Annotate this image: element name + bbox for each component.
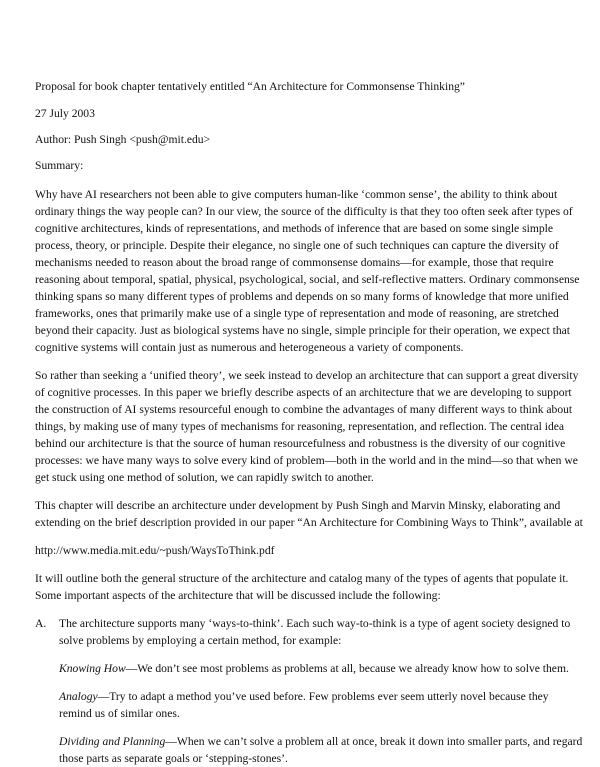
- chapter-description-paragraph: This chapter will describe an architecture under development by Push Singh and Marvin Minsky, elaborating and extending on the brief description provided in our paper “An Architecture for Combining Ways to Think”, available at: [35, 499, 583, 529]
- document-date: 27 July 2003: [35, 107, 95, 120]
- sub-item-analogy: [59, 688, 583, 722]
- sub-item-term: Knowing How: [59, 662, 126, 675]
- sub-item-text: —When we can’t solve a problem all at once, break it down into smaller parts, and regard those parts as separate goals or ‘stepping-stones’.: [59, 735, 583, 765]
- list-marker: A.: [35, 617, 47, 630]
- paper-url: http://www.media.mit.edu/~push/WaysToThink.pdf: [35, 544, 275, 557]
- sub-item-text: —Try to adapt a method you’ve used before. Few problems ever seem utterly novel because they remind us of similar ones.: [59, 690, 549, 720]
- sub-item-dividing-and-planning: [59, 733, 583, 767]
- sub-item-knowing-how: [59, 660, 583, 677]
- list-item-a: [35, 615, 583, 767]
- summary-heading: Summary:: [35, 159, 84, 172]
- summary-paragraph-1: Why have AI researchers not been able to give computers human-like ‘common sense’, the ability to think about ordinary things the way people can? In our view, the source of the difficulty is that they too often seek after types of cognitive architectures, kinds of representations, and methods of inference that are based on some single simple process, theory, or principle. Despite their elegance, no single one of such techniques can capture the diversity of mechanisms needed to reason about the broad range of commonsense domains—for example, those that require reasoning about temporal, spatial, physical, psychological, social, and self-reflective matters. Ordinary commonsense thinking spans so many different types of problems and depends on so many forms of knowledge that more unified frameworks, ones that primarily make use of a single type of representation and mode of reasoning, are stretched beyond their capacity. Just as biological systems have no single, simple principle for their operation, we expect that cognitive systems will contain just as numerous and heterogeneous a variety of components.: [35, 188, 580, 354]
- proposal-title-line: Proposal for book chapter tentatively entitled “An Architecture for Commonsense Thinking”: [35, 80, 465, 93]
- sub-item-text: —We don’t see most problems as problems at all, because we already know how to solve them.: [125, 662, 569, 675]
- list-item-intro: The architecture supports many ‘ways-to-think’. Each such way-to-think is a type of agent society designed to solve problems by employing a certain method, for example:: [59, 617, 571, 647]
- document-page: [35, 78, 583, 767]
- author-line: Author: Push Singh <push@mit.edu>: [35, 133, 211, 146]
- sub-item-term: Dividing and Planning: [59, 735, 166, 748]
- sub-item-term: Analogy: [59, 690, 98, 703]
- list-item-body: [59, 615, 583, 767]
- outline-paragraph: It will outline both the general structure of the architecture and catalog many of the types of agents that populate it. Some important aspects of the architecture that will be discussed include the following:: [35, 572, 569, 602]
- summary-paragraph-2: So rather than seeking a ‘unified theory’, we seek instead to develop an architecture that can support a great diversity of cognitive processes. In this paper we briefly describe aspects of an architecture that we are developing to support the construction of AI systems resourceful enough to combine the advantages of many different ways to think about things, by making use of many types of mechanisms for reasoning, representation, and reflection. The central idea behind our architecture is that the source of human resourcefulness and robustness is the diversity of our cognitive processes: we have many ways to solve every kind of problem—both in the world and in the mind—so that when we get stuck using one method of solution, we can rapidly switch to another.: [35, 369, 579, 484]
